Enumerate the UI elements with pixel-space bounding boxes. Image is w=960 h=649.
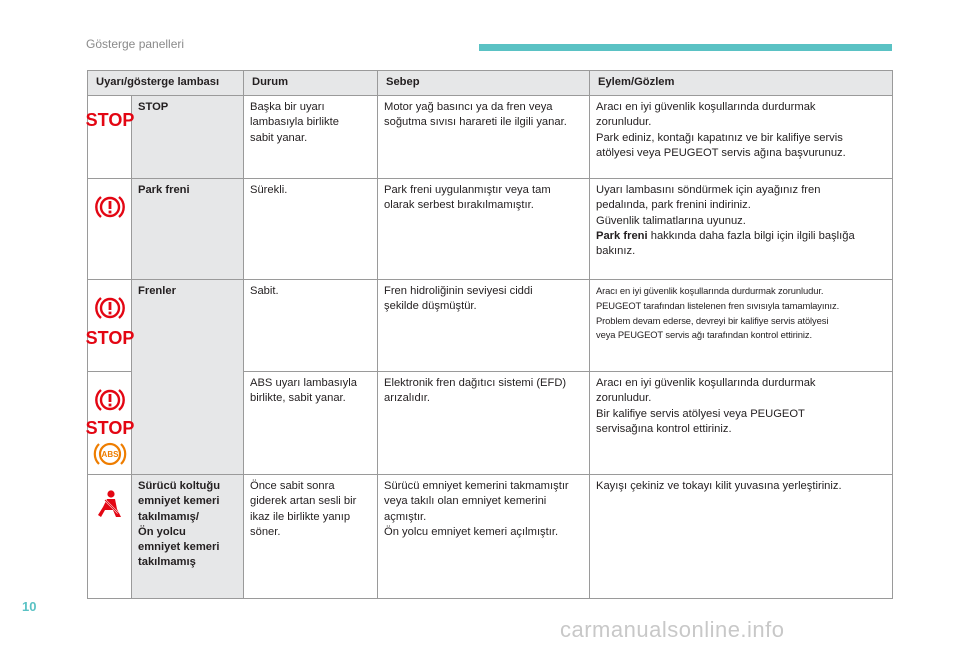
cause-cell: Fren hidroliğinin seviyesi ciddi şekilde düşmüştür. (378, 280, 590, 372)
action-cell: Aracı en iyi güvenlik koşullarında durdurmak zorunludur. Park ediniz, kontağı kapatınız ve bir kalifiye servis atölyesi veya PEUGEOT servis ağına başvurunuz. (590, 96, 893, 179)
icon-cell (88, 475, 132, 599)
cause-cell: Park freni uygulanmıştır veya tam olarak serbest bırakılmamıştır. (378, 179, 590, 280)
brake-warning-icon (93, 386, 127, 414)
col-header-action: Eylem/Gözlem (590, 71, 893, 96)
brake-warning-icon (93, 294, 127, 322)
warning-lights-table (87, 70, 893, 599)
stop-icon (85, 110, 134, 130)
lamp-name: Sürücü koltuğu emniyet kemeri takılmamış/ Ön yolcu emniyet kemeri takılmamış (132, 475, 244, 599)
action-cell: Aracı en iyi güvenlik koşullarında durdurmak zorunludur. PEUGEOT tarafından listelenen fren sıvısıyla tamamlayınız. Problem devam ederse, devreyi bir kalifiye servis atölyesi veya PEUGEOT servis ağı tarafından kontrol ettiriniz. (590, 280, 893, 372)
parking-brake-icon (93, 193, 127, 221)
page-header-title: Gösterge panelleri (86, 37, 185, 51)
svg-text:STOP: STOP (85, 328, 134, 348)
status-cell: Önce sabit sonra giderek artan sesli bir ikaz ile birlikte yanıp söner. (244, 475, 378, 599)
action-cell: Uyarı lambasını söndürmek için ayağınız fren pedalında, park frenini indiriniz. Güvenlik talimatlarına uyunuz. Park freni hakkında daha fazla bilgi için ilgili başlığa bakınız. (590, 179, 893, 280)
icon-cell (85, 96, 134, 179)
svg-text:STOP: STOP (85, 418, 134, 438)
header-accent-bar (479, 44, 892, 51)
col-header-lamp: Uyarı/gösterge lambası (88, 71, 244, 96)
status-cell: Başka bir uyarı lambasıyla birlikte sabit yanar. (244, 96, 378, 179)
cause-cell: Elektronik fren dağıtıcı sistemi (EFD) arızalıdır. (378, 372, 590, 475)
action-cell: Aracı en iyi güvenlik koşullarında durdurmak zorunludur. Bir kalifiye servis atölyesi veya PEUGEOT servisağına kontrol ettiriniz. (590, 372, 893, 475)
action-cell: Kayışı çekiniz ve tokayı kilit yuvasına yerleştiriniz. (590, 475, 893, 599)
status-cell: Sabit. (244, 280, 378, 372)
stop-icon (85, 328, 134, 348)
cause-cell: Sürücü emniyet kemerini takmamıştır veya takılı olan emniyet kemerini açmıştır. Ön yolcu emniyet kemeri açılmıştır. (378, 475, 590, 599)
cause-cell: Motor yağ basıncı ya da fren veya soğutma sıvısı harareti ile ilgili yanar. (378, 96, 590, 179)
page-number: 10 (22, 599, 37, 614)
stop-icon (85, 418, 134, 438)
table-row (88, 96, 893, 179)
table-header-row (88, 71, 893, 96)
icon-cell (85, 280, 134, 372)
lamp-name: Park freni (132, 179, 244, 280)
table-row (88, 280, 893, 372)
col-header-cause: Sebep (378, 71, 590, 96)
status-cell: Sürekli. (244, 179, 378, 280)
table-row (88, 179, 893, 280)
watermark: carmanualsonline.info (560, 617, 785, 642)
icon-cell (85, 372, 134, 475)
icon-cell (88, 179, 132, 280)
svg-text:ABS: ABS (101, 450, 118, 459)
lamp-name: Frenler (132, 280, 244, 475)
svg-text:STOP: STOP (85, 110, 134, 130)
status-cell: ABS uyarı lambasıyla birlikte, sabit yanar. (244, 372, 378, 475)
abs-icon (93, 440, 127, 468)
seatbelt-icon (96, 489, 124, 519)
col-header-status: Durum (244, 71, 378, 96)
table-row (88, 475, 893, 599)
lamp-name: STOP (132, 96, 244, 179)
